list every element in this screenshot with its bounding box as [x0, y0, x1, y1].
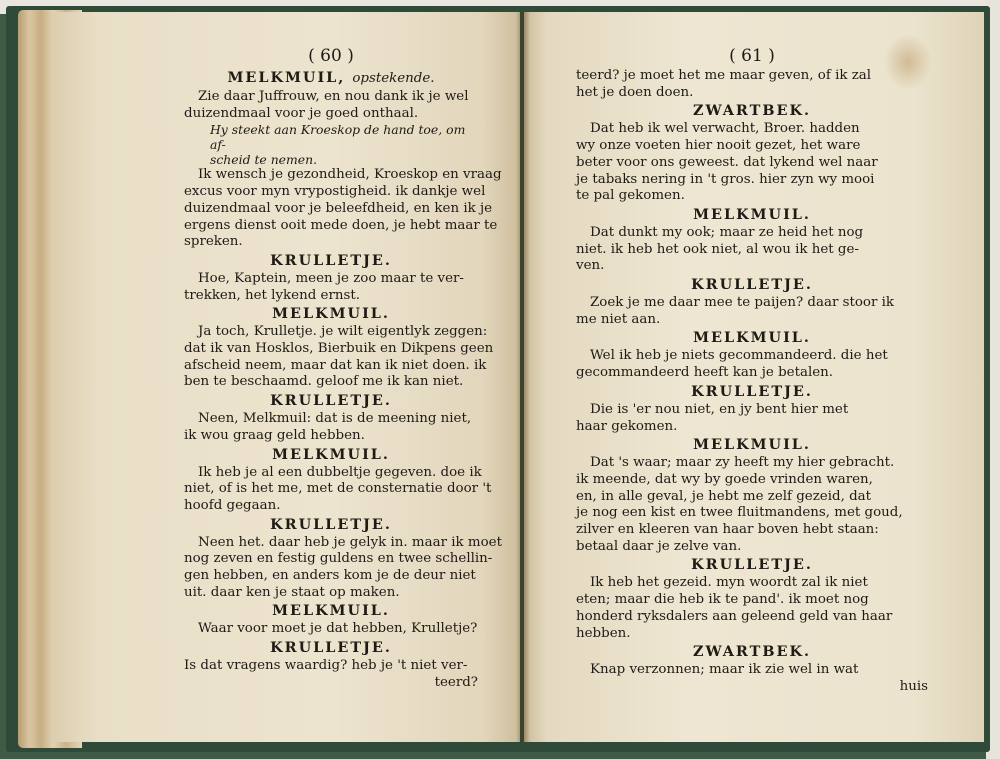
text-line: Ja toch, Krulletje. je wilt eigentlyk zeggen: — [198, 324, 488, 340]
speaker-direction: opstekende. — [352, 71, 435, 86]
text-line: duizendmaal voor je goed onthaal. — [184, 105, 419, 121]
speaker-heading — [184, 68, 478, 89]
text-line: ven. — [576, 258, 605, 274]
text-line: beter voor ons geweest. dat lykend wel naar — [576, 154, 878, 170]
speaker-name: MELKMUIL, — [227, 69, 346, 86]
stage-direction-line: Hy steekt aan Kroeskop de hand toe, om af- — [210, 122, 466, 153]
text-line: Neen het. daar heb je gelyk in. maar ik moet — [198, 534, 502, 550]
speaker-heading: MELKMUIL. — [272, 445, 390, 463]
speaker-heading: MELKMUIL. — [693, 436, 811, 454]
text-line: te pal gekomen. — [576, 188, 685, 204]
speaker-heading: MELKMUIL. — [272, 602, 390, 620]
speaker-heading: KRULLETJE. — [270, 392, 392, 410]
text-line: en, in alle geval, je hebt me zelf gezeid, dat — [576, 488, 872, 504]
text-line: Neen, Melkmuil: dat is de meening niet, — [198, 411, 472, 427]
text-line: me niet aan. — [576, 311, 661, 327]
text-line: Zoek je me daar mee te paijen? daar stoor ik — [590, 295, 895, 311]
text-line: zilver en kleeren van haar boven hebt staan: — [576, 522, 879, 538]
text-line: huis — [899, 678, 928, 694]
text-line: Ik heb het gezeid. myn woordt zal ik niet — [590, 575, 868, 591]
speaker-heading: ZWARTBEK. — [693, 102, 811, 120]
text-line: ben te beschaamd. geloof me ik kan niet. — [184, 374, 464, 390]
text-line: afscheid neem, maar dat kan ik niet doen. ik — [184, 357, 487, 373]
speaker-heading: MELKMUIL. — [693, 329, 811, 347]
text-line: ik wou graag geld hebben. — [184, 427, 365, 443]
text-line: spreken. — [184, 234, 243, 250]
text-line: Die is 'er nou niet, en jy bent hier met — [590, 401, 849, 417]
page-number: ( 60 ) — [308, 46, 354, 66]
speaker-heading: KRULLETJE. — [691, 276, 813, 294]
text-line: Wel ik heb je niets gecommandeerd. die het — [590, 348, 888, 364]
text-line: uit. daar ken je staat op maken. — [184, 584, 400, 600]
page-number: ( 61 ) — [729, 46, 775, 66]
text-line: Zie daar Juffrouw, en nou dank ik je wel — [198, 89, 469, 104]
text-line: dat ik van Hosklos, Bierbuik en Dikpens geen — [184, 341, 494, 357]
speaker-heading: KRULLETJE. — [270, 515, 392, 533]
text-line: Waar voor moet je dat hebben, Krulletje? — [198, 621, 478, 637]
text-line: wy onze voeten hier nooit gezet, het ware — [576, 138, 861, 154]
text-line: ik meende, dat wy by goede vrinden waren, — [576, 471, 873, 487]
text-line: honderd ryksdalers aan geleend geld van haar — [576, 608, 893, 624]
book-gutter — [516, 12, 530, 742]
text-line: betaal daar je zelve van. — [576, 538, 742, 554]
text-line: haar gekomen. — [576, 418, 678, 434]
speaker-heading: MELKMUIL. — [272, 305, 390, 323]
text-line: Knap verzonnen; maar ik zie wel in wat — [590, 662, 859, 678]
text-line: teerd? — [434, 674, 478, 690]
paper-stain — [884, 34, 932, 90]
text-line: het je doen doen. — [576, 84, 694, 100]
text-line: hebben. — [576, 625, 631, 641]
text-line: duizendmaal voor je beleefdheid, en ken ik je — [184, 200, 493, 216]
text-line: je nog een kist en twee fluitmandens, met goud, — [576, 505, 903, 521]
text-line: gecommandeerd heeft kan je betalen. — [576, 365, 834, 381]
text-line: nog zeven en festig guldens en twee schellin- — [184, 551, 493, 567]
text-line: Hoe, Kaptein, meen je zoo maar te ver- — [198, 270, 464, 286]
text-line: excus voor myn vrypostigheid. ik dankje wel — [184, 184, 486, 200]
right-page — [524, 12, 984, 742]
text-line: trekken, het lykend ernst. — [184, 287, 360, 303]
text-line: Is dat vragens waardig? heb je 't niet ver- — [184, 658, 468, 674]
text-line: Dat heb ik wel verwacht, Broer. hadden — [590, 121, 860, 137]
text-line: eten; maar die heb ik te pand'. ik moet nog — [576, 592, 869, 608]
text-line: niet. ik heb het ook niet, al wou ik het ge- — [576, 241, 859, 257]
speaker-heading: KRULLETJE. — [691, 556, 813, 574]
text-line: Ik wensch je gezondheid, Kroeskop en vraag — [198, 167, 502, 183]
text-line: Dat dunkt my ook; maar ze heid het nog — [590, 224, 864, 240]
text-line: gen hebben, en anders kom je de deur niet — [184, 568, 476, 584]
text-line: je tabaks nering in 't gros. hier zyn wy mooi — [576, 171, 875, 187]
text-line: hoofd gegaan. — [184, 497, 281, 513]
speaker-heading: KRULLETJE. — [270, 639, 392, 657]
speaker-heading: KRULLETJE. — [270, 251, 392, 269]
left-page — [52, 12, 520, 742]
text-line: Dat 's waar; maar zy heeft my hier gebracht. — [590, 455, 895, 471]
text-line: teerd? je moet het me maar geven, of ik zal — [576, 68, 872, 83]
speaker-heading: KRULLETJE. — [691, 382, 813, 400]
text-line: niet, of is het me, met de consternatie door 't — [184, 481, 492, 497]
text-line: ergens dienst ooit mede doen, je hebt maar te — [184, 217, 498, 233]
speaker-heading: ZWARTBEK. — [693, 643, 811, 661]
text-line: Ik heb je al een dubbeltje gegeven. doe ik — [198, 464, 482, 480]
stage-direction-line: scheid te nemen. — [210, 152, 318, 168]
speaker-heading: MELKMUIL. — [693, 205, 811, 223]
